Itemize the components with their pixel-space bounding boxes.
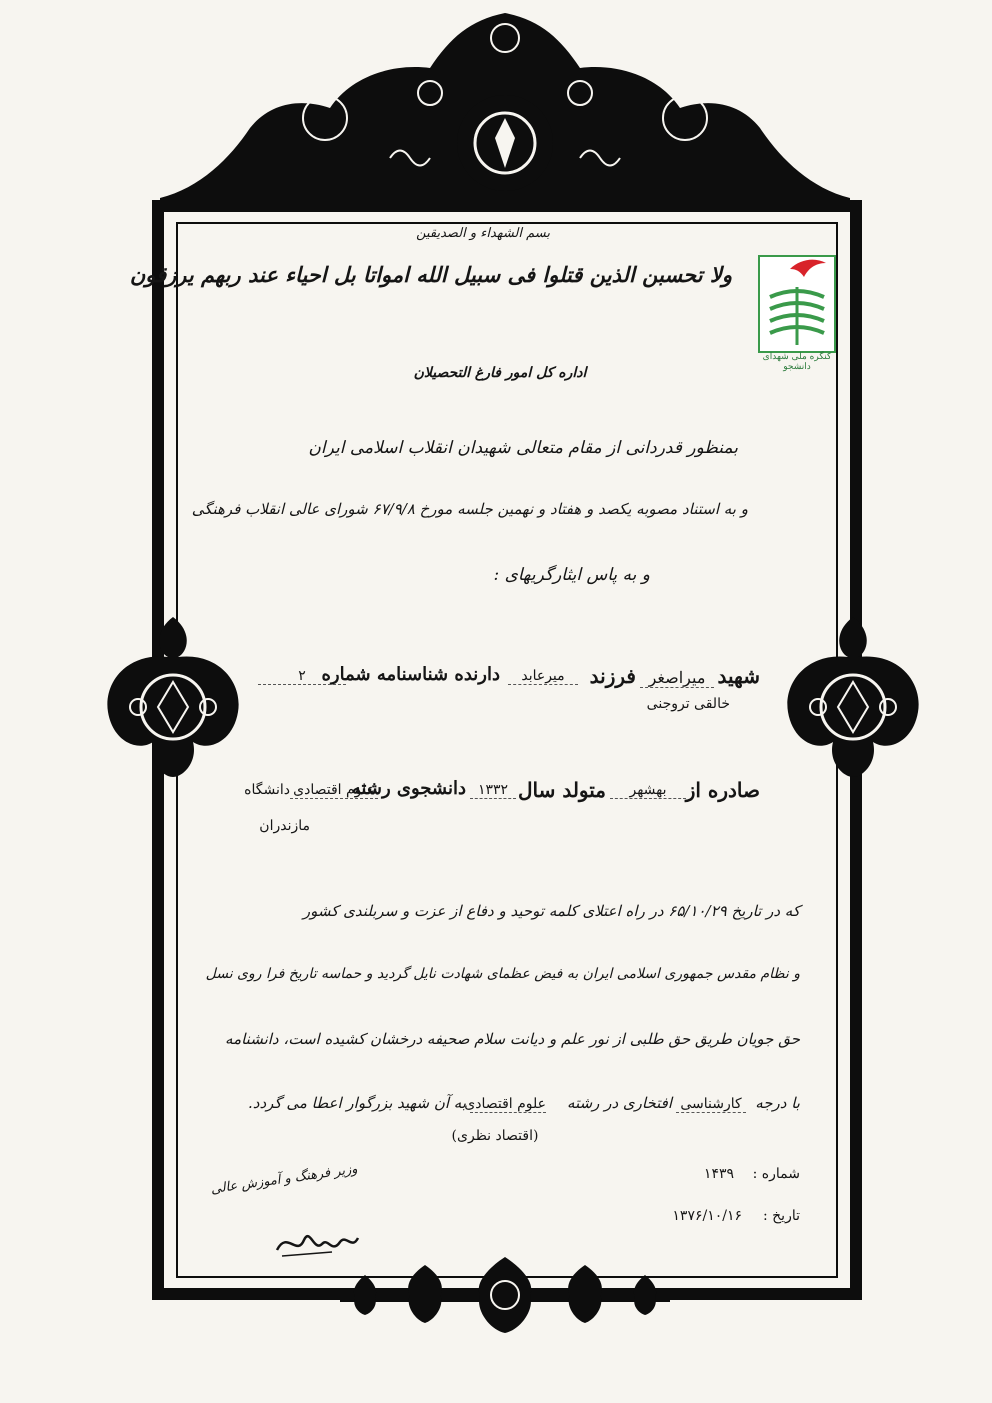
left-medallion	[98, 612, 248, 782]
martyr-surname: خالقی تروجنی	[646, 696, 730, 712]
congress-logo	[758, 255, 836, 353]
top-ornament	[160, 8, 850, 223]
bottom-ornament	[340, 1255, 670, 1335]
birth-year: ۱۳۳۲	[470, 782, 516, 799]
signature	[272, 1222, 362, 1262]
issued-label: صادره از	[685, 778, 760, 802]
degree: کارشناسی	[676, 1096, 746, 1113]
id-number: ۲	[258, 668, 346, 685]
degree-field: علوم اقتصادی	[464, 1096, 546, 1112]
body-line-1: که در تاریخ ۶۵/۱۰/۲۹ در راه اعتلای کلمه توحید و دفاع از عزت و سربلندی کشور	[302, 902, 800, 920]
body-line-4-prefix: با درجه	[755, 1094, 800, 1112]
field-of-study: علوم اقتصادی	[290, 782, 378, 799]
id-label: دارنده شناسنامه شماره	[321, 664, 500, 685]
office-title: اداره کل امور فارغ التحصیلان	[413, 365, 587, 381]
body-line-4-suffix: به آن شهید بزرگوار اعطا می گردد.	[248, 1094, 466, 1112]
quranic-verse: ولا تحسبن الذین قتلوا فی سبیل الله امواتا بل احیاء عند ربهم یرزقون	[129, 262, 732, 287]
martyr-name: میراصغر	[640, 668, 714, 688]
specialization: (اقتصاد نظری)	[451, 1128, 539, 1144]
issued-place: بهشهر	[610, 782, 686, 799]
date-label: تاریخ :	[762, 1208, 800, 1224]
intro-line-3: و به پاس ایثارگریهای :	[493, 565, 650, 585]
university-name: مازندران	[259, 818, 310, 834]
university-label: دانشگاه	[244, 782, 290, 798]
birth-label: متولد سال	[517, 778, 606, 802]
body-line-3: حق جویان طریق حق طلبی از نور علم و دیانت سلام صحیفه درخشان کشیده است، دانشنامه	[225, 1030, 800, 1048]
body-line-4-mid: افتخاری در رشته	[567, 1094, 672, 1112]
martyr-label: شهید	[717, 664, 760, 688]
logo-caption: کنگره ملی شهدای دانشجو	[762, 352, 832, 372]
body-line-2: و نظام مقدس جمهوری اسلامی ایران به فیض عظمای شهادت نایل گردید و حماسه تاریخ فرا روی نسل	[205, 966, 800, 982]
date-value: ۱۳۷۶/۱۰/۱۶	[672, 1208, 742, 1224]
intro-line-1: بمنظور قدردانی از مقام متعالی شهیدان انقلاب اسلامی ایران	[308, 438, 738, 458]
right-medallion	[778, 612, 928, 782]
student-label: دانشجوی رشته	[351, 778, 466, 799]
basmala: بسم الشهداء و الصديقين	[416, 226, 550, 241]
number-label: شماره :	[752, 1166, 800, 1182]
minister-title: وزیر فرهنگ و آموزش عالی	[209, 1161, 359, 1198]
number-value: ۱۴۳۹	[703, 1166, 734, 1182]
intro-line-2: و به استناد مصوبه یکصد و هفتاد و نهمین جلسه مورخ ۶۷/۹/۸ شورای عالی انقلاب فرهنگی	[191, 500, 748, 518]
father-name: میرعابد	[508, 668, 578, 685]
child-label: فرزند	[589, 664, 636, 688]
